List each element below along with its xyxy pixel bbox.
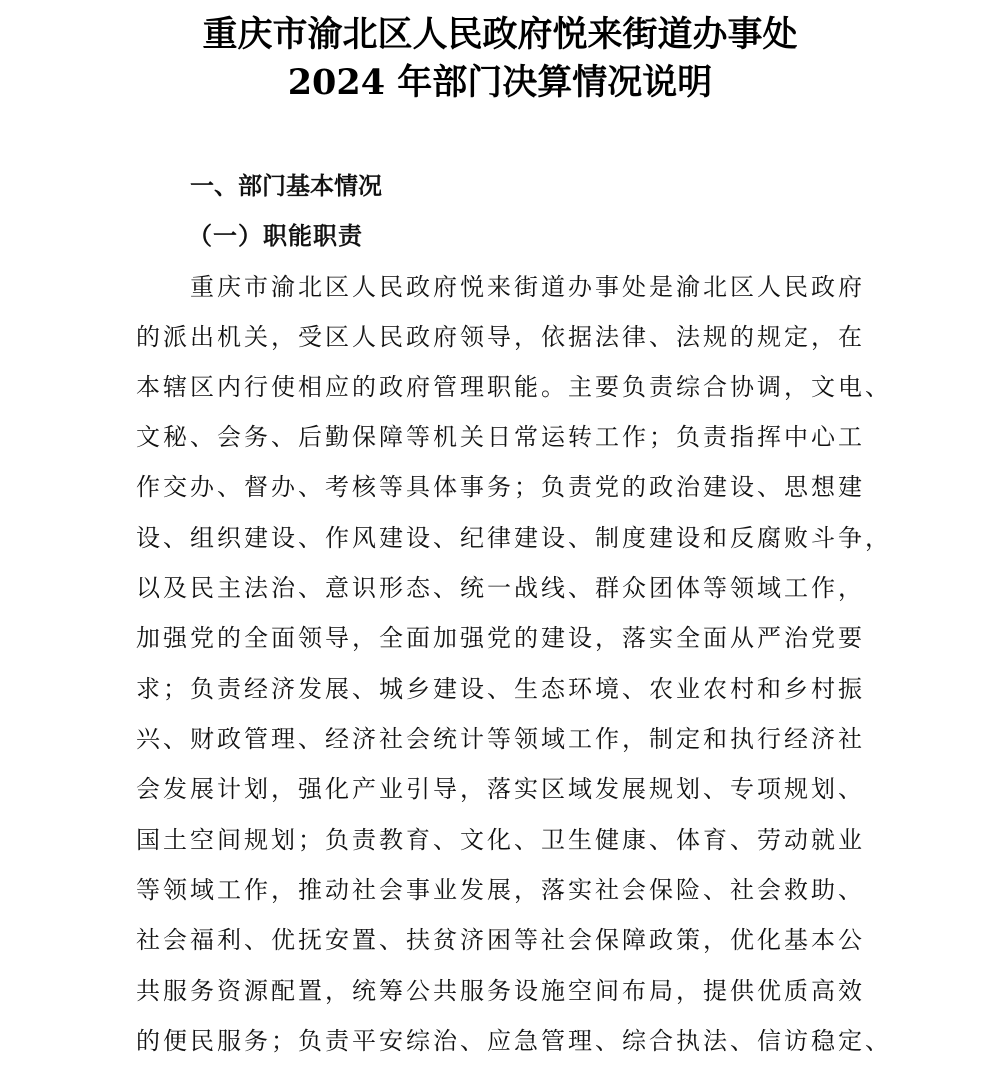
paragraph-line: 社会福利、优抚安置、扶贫济困等社会保障政策，优化基本公 [136,926,865,954]
paragraph-line: 重庆市渝北区人民政府悦来街道办事处是渝北区人民政府 [190,273,865,301]
paragraph-line: 加强党的全面领导，全面加强党的建设，落实全面从严治党要 [136,624,865,652]
section-heading: 一、部门基本情况 [190,172,382,200]
paragraph-line: 兴、财政管理、经济社会统计等领域工作，制定和执行经济社 [136,725,865,753]
paragraph-line: 会发展计划，强化产业引导，落实区域发展规划、专项规划、 [136,775,865,803]
document-title-line-2: 2024 年部门决算情况说明 [287,62,713,103]
paragraph-line: 求；负责经济发展、城乡建设、生态环境、农业农村和乡村振 [136,675,865,703]
document-title-line-1: 重庆市渝北区人民政府悦来街道办事处 [202,14,798,55]
paragraph-line: 的便民服务；负责平安综治、应急管理、综合执法、信访稳定、 [136,1027,892,1055]
paragraph-line: 设、组织建设、作风建设、纪律建设、制度建设和反腐败斗争， [136,524,892,552]
paragraph-line: 本辖区内行使相应的政府管理职能。主要负责综合协调，文电、 [136,373,892,401]
paragraph-line: 以及民主法治、意识形态、统一战线、群众团体等领域工作， [136,574,865,602]
paragraph-line: 的派出机关，受区人民政府领导，依据法律、法规的规定，在 [136,323,865,351]
paragraph-line: 等领域工作，推动社会事业发展，落实社会保险、社会救助、 [136,876,865,904]
paragraph-line: 共服务资源配置，统筹公共服务设施空间布局，提供优质高效 [136,977,865,1005]
paragraph-line: 国土空间规划；负责教育、文化、卫生健康、体育、劳动就业 [136,826,865,854]
subsection-heading: （一）职能职责 [188,221,363,250]
paragraph-line: 作交办、督办、考核等具体事务；负责党的政治建设、思想建 [136,473,865,501]
paragraph-line: 文秘、会务、后勤保障等机关日常运转工作；负责指挥中心工 [136,423,865,451]
